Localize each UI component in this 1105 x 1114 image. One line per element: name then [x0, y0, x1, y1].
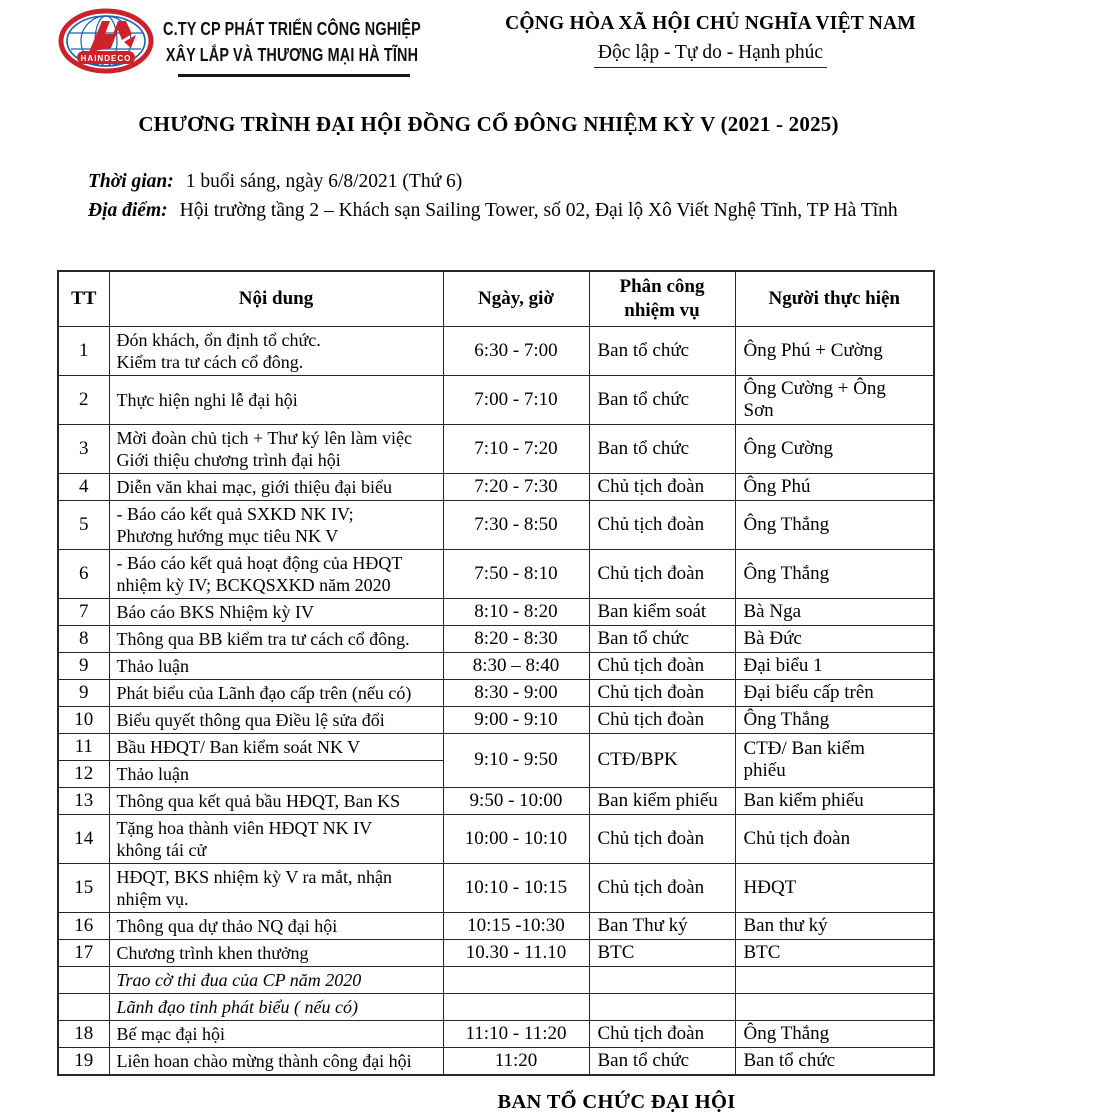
table-row — [58, 500, 934, 549]
cell-content: Thảo luận — [109, 652, 443, 679]
cell-tt: 9 — [58, 652, 109, 679]
cell-tt: 16 — [58, 912, 109, 939]
table-row — [58, 598, 934, 625]
col-header-time: Ngày, giờ — [443, 271, 589, 327]
cell-time: 9:10 - 9:50 — [443, 733, 589, 787]
cell-person: Ông Cường + Ông Sơn — [735, 375, 934, 424]
cell-tt: 6 — [58, 549, 109, 598]
cell-assign: Chủ tịch đoàn — [589, 814, 735, 863]
company-name-line2: XÂY LẮP VÀ THƯƠNG MẠI HÀ TĨNH — [165, 45, 419, 66]
cell-content: - Báo cáo kết quả SXKD NK IV; Phương hướng mục tiêu NK V — [109, 500, 443, 549]
cell-content: Bầu HĐQT/ Ban kiểm soát NK V — [109, 733, 443, 760]
cell-tt: 5 — [58, 500, 109, 549]
cell-time: 10:10 - 10:15 — [443, 863, 589, 912]
cell-assign: Chủ tịch đoàn — [589, 652, 735, 679]
cell-tt: 1 — [58, 326, 109, 375]
agenda-table-head — [58, 271, 934, 327]
company-name-line1: C.TY CP PHÁT TRIỂN CÔNG NGHIỆP — [163, 19, 421, 39]
cell-tt: 7 — [58, 598, 109, 625]
place-value: Hội trường tầng 2 – Khách sạn Sailing Tower, số 02, Đại lộ Xô Viết Nghệ Tĩnh, TP Hà Tĩnh — [179, 200, 898, 222]
table-row — [58, 787, 934, 814]
cell-content: Thông qua dự thảo NQ đại hội — [109, 912, 443, 939]
cell-person: BTC — [735, 939, 934, 966]
cell-person: HĐQT — [735, 863, 934, 912]
cell-person: Đại biểu cấp trên — [735, 679, 934, 706]
cell-person: Chủ tịch đoàn — [735, 814, 934, 863]
cell-time: 10:15 -10:30 — [443, 912, 589, 939]
cell-tt: 17 — [58, 939, 109, 966]
cell-assign: Ban Thư ký — [589, 912, 735, 939]
cell-time: 8:20 - 8:30 — [443, 625, 589, 652]
cell-assign: Ban kiểm phiếu — [589, 787, 735, 814]
col-header-person: Người thực hiện — [735, 271, 934, 327]
cell-content: Thảo luận — [109, 760, 443, 787]
footer-signature: BAN TỔ CHỨC ĐẠI HỘI — [497, 1090, 736, 1113]
cell-assign: CTĐ/BPK — [589, 733, 735, 787]
meeting-time-row — [88, 167, 913, 196]
cell-assign: Ban kiểm soát — [589, 598, 735, 625]
cell-person: Ban tổ chức — [735, 1047, 934, 1075]
cell-time: 8:30 - 9:00 — [443, 679, 589, 706]
cell-content: Thông qua kết quả bầu HĐQT, Ban KS — [109, 787, 443, 814]
cell-time: 7:00 - 7:10 — [443, 375, 589, 424]
col-header-assign: Phân công nhiệm vụ — [589, 271, 735, 327]
cell-tt: 8 — [58, 625, 109, 652]
logo-text: HAINDECO — [80, 54, 132, 63]
national-header — [458, 13, 963, 68]
national-title: CỘNG HÒA XÃ HỘI CHỦ NGHĨA VIỆT NAM — [505, 13, 916, 34]
cell-tt: 13 — [58, 787, 109, 814]
cell-assign: Chủ tịch đoàn — [589, 706, 735, 733]
cell-assign: BTC — [589, 939, 735, 966]
col-header-tt: TT — [58, 271, 109, 327]
cell-time: 11:10 - 11:20 — [443, 1020, 589, 1047]
cell-tt: 19 — [58, 1047, 109, 1075]
cell-assign: Ban tổ chức — [589, 1047, 735, 1075]
cell-time: 8:30 – 8:40 — [443, 652, 589, 679]
cell-assign — [589, 966, 735, 993]
time-value: 1 buổi sáng, ngày 6/8/2021 (Thứ 6) — [185, 171, 463, 192]
cell-tt — [58, 993, 109, 1020]
company-name — [140, 16, 444, 68]
cell-assign: Chủ tịch đoàn — [589, 1020, 735, 1047]
cell-person: Đại biểu 1 — [735, 652, 934, 679]
meeting-place-row — [88, 196, 913, 225]
cell-tt: 3 — [58, 424, 109, 473]
cell-time: 7:10 - 7:20 — [443, 424, 589, 473]
time-label: Thời gian: — [88, 171, 174, 192]
cell-person: Bà Nga — [735, 598, 934, 625]
table-row — [58, 473, 934, 500]
cell-time: 7:30 - 8:50 — [443, 500, 589, 549]
cell-assign: Ban tổ chức — [589, 326, 735, 375]
table-row — [58, 652, 934, 679]
cell-tt: 11 — [58, 733, 109, 760]
cell-time: 9:00 - 9:10 — [443, 706, 589, 733]
cell-content: Diễn văn khai mạc, giới thiệu đại biểu — [109, 473, 443, 500]
table-header-row — [58, 271, 934, 327]
cell-time: 11:20 — [443, 1047, 589, 1075]
cell-content: Thông qua BB kiểm tra tư cách cổ đông. — [109, 625, 443, 652]
cell-tt: 15 — [58, 863, 109, 912]
cell-content: Trao cờ thi đua của CP năm 2020 — [109, 966, 443, 993]
cell-content: Lãnh đạo tỉnh phát biểu ( nếu có) — [109, 993, 443, 1020]
cell-person: Bà Đức — [735, 625, 934, 652]
cell-content: Thực hiện nghi lễ đại hội — [109, 375, 443, 424]
cell-time — [443, 966, 589, 993]
cell-content: Bế mạc đại hội — [109, 1020, 443, 1047]
cell-content: Báo cáo BKS Nhiệm kỳ IV — [109, 598, 443, 625]
page-title: CHƯƠNG TRÌNH ĐẠI HỘI ĐỒNG CỔ ĐÔNG NHIỆM KỲ V (2021 - 2025) — [138, 112, 839, 136]
table-row — [58, 939, 934, 966]
cell-content: Phát biểu của Lãnh đạo cấp trên (nếu có) — [109, 679, 443, 706]
cell-time: 6:30 - 7:00 — [443, 326, 589, 375]
cell-tt: 2 — [58, 375, 109, 424]
table-row — [58, 326, 934, 375]
cell-person: Ông Phú — [735, 473, 934, 500]
table-row — [58, 424, 934, 473]
cell-time: 10:00 - 10:10 — [443, 814, 589, 863]
col-header-content: Nội dung — [109, 271, 443, 327]
cell-person: Ông Thắng — [735, 500, 934, 549]
cell-assign: Ban tổ chức — [589, 625, 735, 652]
cell-content: Đón khách, ổn định tổ chức. Kiểm tra tư cách cổ đông. — [109, 326, 443, 375]
cell-content: Biểu quyết thông qua Điều lệ sửa đổi — [109, 706, 443, 733]
cell-assign: Chủ tịch đoàn — [589, 679, 735, 706]
cell-time: 8:10 - 8:20 — [443, 598, 589, 625]
cell-person: CTĐ/ Ban kiểm phiếu — [735, 733, 934, 787]
cell-person: Ban kiểm phiếu — [735, 787, 934, 814]
place-label: Địa điểm: — [88, 200, 168, 222]
document-header — [0, 0, 977, 100]
cell-assign: Chủ tịch đoàn — [589, 549, 735, 598]
cell-content: Chương trình khen thưởng — [109, 939, 443, 966]
cell-tt: 14 — [58, 814, 109, 863]
table-row — [58, 966, 934, 993]
cell-content: Tặng hoa thành viên HĐQT NK IV không tái cử — [109, 814, 443, 863]
cell-content: HĐQT, BKS nhiệm kỳ V ra mắt, nhận nhiệm vụ. — [109, 863, 443, 912]
table-row — [58, 679, 934, 706]
table-row — [58, 1047, 934, 1075]
cell-person: Ông Phú + Cường — [735, 326, 934, 375]
cell-tt: 10 — [58, 706, 109, 733]
cell-assign: Chủ tịch đoàn — [589, 500, 735, 549]
table-row — [58, 733, 934, 760]
table-row — [58, 1020, 934, 1047]
table-row — [58, 912, 934, 939]
cell-time — [443, 993, 589, 1020]
cell-assign — [589, 993, 735, 1020]
cell-tt: 9 — [58, 679, 109, 706]
cell-person — [735, 966, 934, 993]
cell-time: 7:50 - 8:10 — [443, 549, 589, 598]
table-row — [58, 993, 934, 1020]
table-row — [58, 814, 934, 863]
cell-assign: Chủ tịch đoàn — [589, 473, 735, 500]
cell-person: Ông Cường — [735, 424, 934, 473]
cell-tt: 4 — [58, 473, 109, 500]
cell-person: Ông Thắng — [735, 706, 934, 733]
cell-tt: 18 — [58, 1020, 109, 1047]
table-row — [58, 625, 934, 652]
meeting-info — [88, 167, 913, 226]
cell-person: Ông Thắng — [735, 549, 934, 598]
cell-person: Ông Thắng — [735, 1020, 934, 1047]
cell-time: 9:50 - 10:00 — [443, 787, 589, 814]
cell-person — [735, 993, 934, 1020]
cell-time: 7:20 - 7:30 — [443, 473, 589, 500]
cell-tt — [58, 966, 109, 993]
agenda-table — [57, 270, 935, 1076]
cell-person: Ban thư ký — [735, 912, 934, 939]
agenda-table-body — [58, 326, 934, 1075]
cell-content: Mời đoàn chủ tịch + Thư ký lên làm việc Giới thiệu chương trình đại hội — [109, 424, 443, 473]
national-motto: Độc lập - Tự do - Hạnh phúc — [594, 42, 827, 68]
table-row — [58, 549, 934, 598]
cell-assign: Ban tổ chức — [589, 375, 735, 424]
table-row — [58, 863, 934, 912]
table-row — [58, 375, 934, 424]
cell-assign: Chủ tịch đoàn — [589, 863, 735, 912]
cell-content: Liên hoan chào mừng thành công đại hội — [109, 1047, 443, 1075]
table-row — [58, 706, 934, 733]
cell-time: 10.30 - 11.10 — [443, 939, 589, 966]
company-name-underline — [178, 74, 410, 77]
cell-tt: 12 — [58, 760, 109, 787]
cell-content: - Báo cáo kết quả hoạt động của HĐQT nhiệm kỳ IV; BCKQSXKD năm 2020 — [109, 549, 443, 598]
cell-assign: Ban tổ chức — [589, 424, 735, 473]
